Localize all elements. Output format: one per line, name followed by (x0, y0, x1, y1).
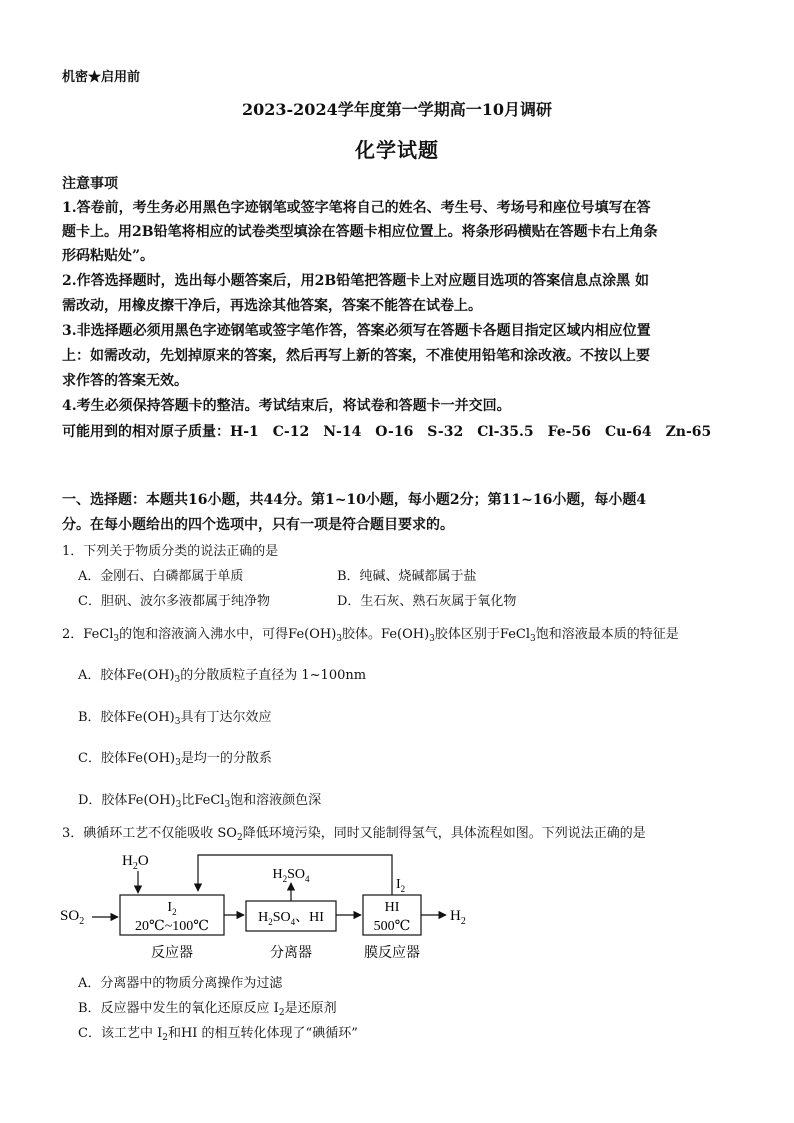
note-line: 形码粘贴处”。 (62, 248, 155, 264)
question-3-option-c: C．该工艺中 $I_2$和HI 的相互转化体现了“碘循环” (78, 1026, 358, 1043)
question-3-stem: 3．碘循环工艺不仅能吸收 $SO_2$降低环境污染，同时又能制得氢气，具体流程如图。下列说法正确的是 (62, 826, 646, 843)
question-1-option-d: D．生石灰、熟石灰属于氧化物 (337, 594, 517, 609)
note-line: 题卡上。用2B铅笔将相应的试卷类型填涂在答题卡相应位置上。将条形码横贴在答题卡右上角条 (62, 224, 658, 240)
formula-fecl3: FeCl (499, 627, 531, 642)
notes-heading: 注意事项 (62, 176, 118, 192)
svg-text:H2SO4、HI: $H_2SO_4$、HI (258, 910, 324, 927)
note-line: 4.考生必须保持答题卡的整洁。考试结束后，将试卷和答题卡一并交回。 (62, 398, 511, 414)
question-3-option-b: B．反应器中发生的氧化还原反应 $I_2$是还原剂 (78, 1001, 337, 1018)
subject-title: 化学试题 (355, 138, 439, 162)
exam-title: 2023-2024学年度第一学期高一10月调研 (242, 100, 552, 119)
question-2-option-b: B．胶体$Fe(OH)_3$具有丁达尔效应 (78, 710, 272, 727)
atomic-mass-line: 可能用到的相对原子质量：H-1 C-12 N-14 O-16 S-32 Cl-35.5 Fe-56 Cu-64 Zn-65 (62, 424, 712, 440)
question-1-option-a: A．金刚石、白磷都属于单质 (78, 569, 244, 584)
question-1-option-c: C．胆矾、波尔多液都属于纯净物 (78, 594, 270, 609)
question-1-option-b: B．纯碱、烧碱都属于盐 (337, 569, 477, 584)
h2so4-label: $H_2SO_4$ (272, 867, 310, 884)
question-3-option-a: A．分离器中的物质分离操作为过滤 (78, 976, 283, 991)
confidential-mark: 机密★启用前 (62, 70, 141, 85)
svg-text:I2: $I_2$ (167, 900, 177, 917)
note-line: 上：如需改动，先划掉原来的答案，然后再写上新的答案，不准使用铅笔和涂改液。不按以上要 (62, 348, 650, 364)
membrane-reactor-label: 膜反应器 (364, 946, 420, 961)
iodine-cycle-flow-diagram (58, 845, 478, 965)
formula-feoh3: Fe(OH) (381, 627, 430, 642)
reactor-label: 反应器 (151, 946, 193, 961)
h2-label: $H_2$ (450, 908, 466, 927)
note-line: 2.作答选择题时，选出每小题答案后，用2B铅笔把答题卡上对应题目选项的答案信息点涂黑 如 (62, 273, 650, 289)
question-2-option-a: A．胶体$Fe(OH)_3$的分散质粒子直径为 1~100nm (78, 668, 367, 685)
note-line: 求作答的答案无效。 (62, 373, 188, 389)
question-1-stem: 1．下列关于物质分类的说法正确的是 (62, 544, 279, 559)
note-line: 需改动，用橡皮擦干净后，再选涂其他答案，答案不能答在试卷上。 (62, 298, 482, 314)
separator-label: 分离器 (270, 946, 312, 961)
reactor-temp: 20℃~100℃ (135, 919, 209, 934)
question-2-option-c: C．胶体$Fe(OH)_3$是均一的分散系 (78, 751, 272, 768)
recycle-i2-label: $I_2$ (396, 877, 406, 894)
note-line: 3.非选择题必须用黑色字迹钢笔或签字笔作答，答案必须写在答题卡各题目指定区域内相应位置 (62, 323, 651, 339)
membrane-temp: 500℃ (373, 919, 411, 934)
so2-label: $SO_2$ (60, 908, 85, 927)
question-2-stem: 2．FeCl$_3$的饱和溶液滴入沸水中，可得$Fe(OH)_3$胶体。$Fe(OH)_3$胶体区别于FeCl$_3$饱和溶液最本质的特征是 (62, 627, 679, 644)
section-instruction: 一、选择题：本题共16小题，共44分。第1~10小题，每小题2分；第11~16小题，每小题4 (62, 492, 647, 508)
section-instruction: 分。在每小题给出的四个选项中，只有一项是符合题目要求的。 (62, 517, 454, 533)
h2o-label: $H_2O$ (122, 853, 149, 872)
svg-text:HI: HI (384, 900, 400, 915)
note-line: 1.答卷前，考生务必用黑色字迹钢笔或签字笔将自己的姓名、考生号、考场号和座位号填写在答 (62, 200, 651, 216)
formula-fecl3: FeCl (83, 627, 114, 642)
question-2-option-d: D．胶体$Fe(OH)_3$比FeCl$_3$饱和溶液颜色深 (78, 793, 322, 810)
formula-feoh3: Fe(OH) (288, 627, 337, 642)
